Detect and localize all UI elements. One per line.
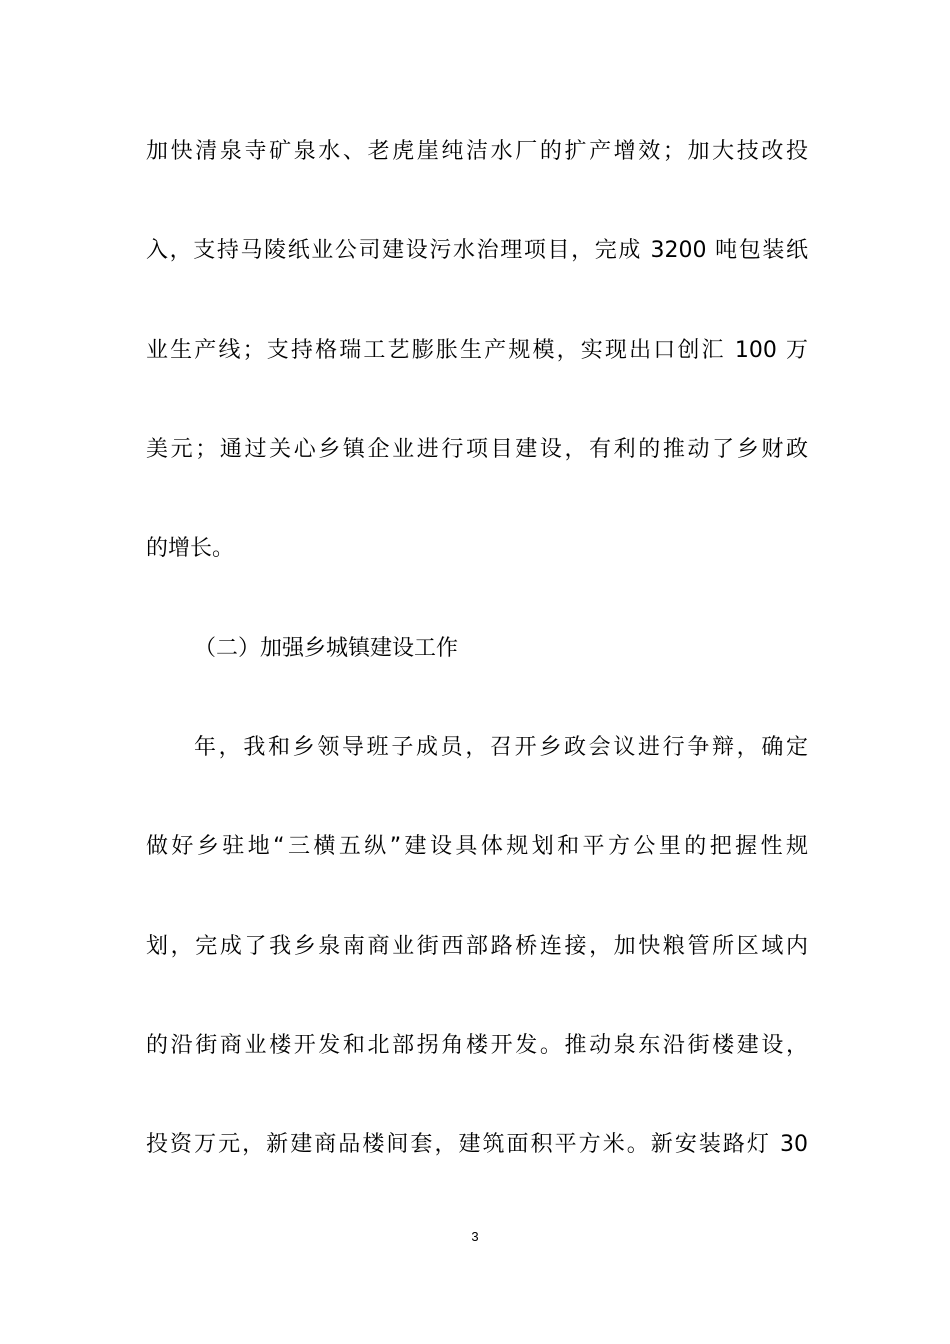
paragraph-line-1: 加快清泉寺矿泉水、老虎崖纯洁水厂的扩产增效；加大技改投 — [146, 139, 808, 164]
paragraph-line-3: 业生产线；支持格瑞工艺膨胀生产规模，实现出口创汇 100 万 — [146, 338, 808, 363]
page-number: 3 — [471, 1229, 479, 1244]
section-heading: （二）加强乡城镇建设工作 — [194, 636, 459, 661]
paragraph-line-8: 做好乡驻地“三横五纵”建设具体规划和平方公里的把握性规 — [146, 834, 808, 859]
paragraph-line-5: 的增长。 — [146, 536, 235, 561]
paragraph-line-4: 美元；通过关心乡镇企业进行项目建设，有利的推动了乡财政 — [146, 437, 808, 462]
paragraph-line-7: 年，我和乡领导班子成员，召开乡政会议进行争辩，确定 — [194, 735, 808, 760]
paragraph-line-2: 入，支持马陵纸业公司建设污水治理项目，完成 3200 吨包装纸 — [146, 238, 808, 263]
paragraph-line-10: 的沿街商业楼开发和北部拐角楼开发。推动泉东沿街楼建设， — [146, 1033, 808, 1058]
paragraph-line-9: 划，完成了我乡泉南商业街西部路桥连接，加快粮管所区域内 — [146, 934, 808, 959]
paragraph-line-11: 投资万元，新建商品楼间套，建筑面积平方米。新安装路灯 30 — [146, 1132, 808, 1157]
